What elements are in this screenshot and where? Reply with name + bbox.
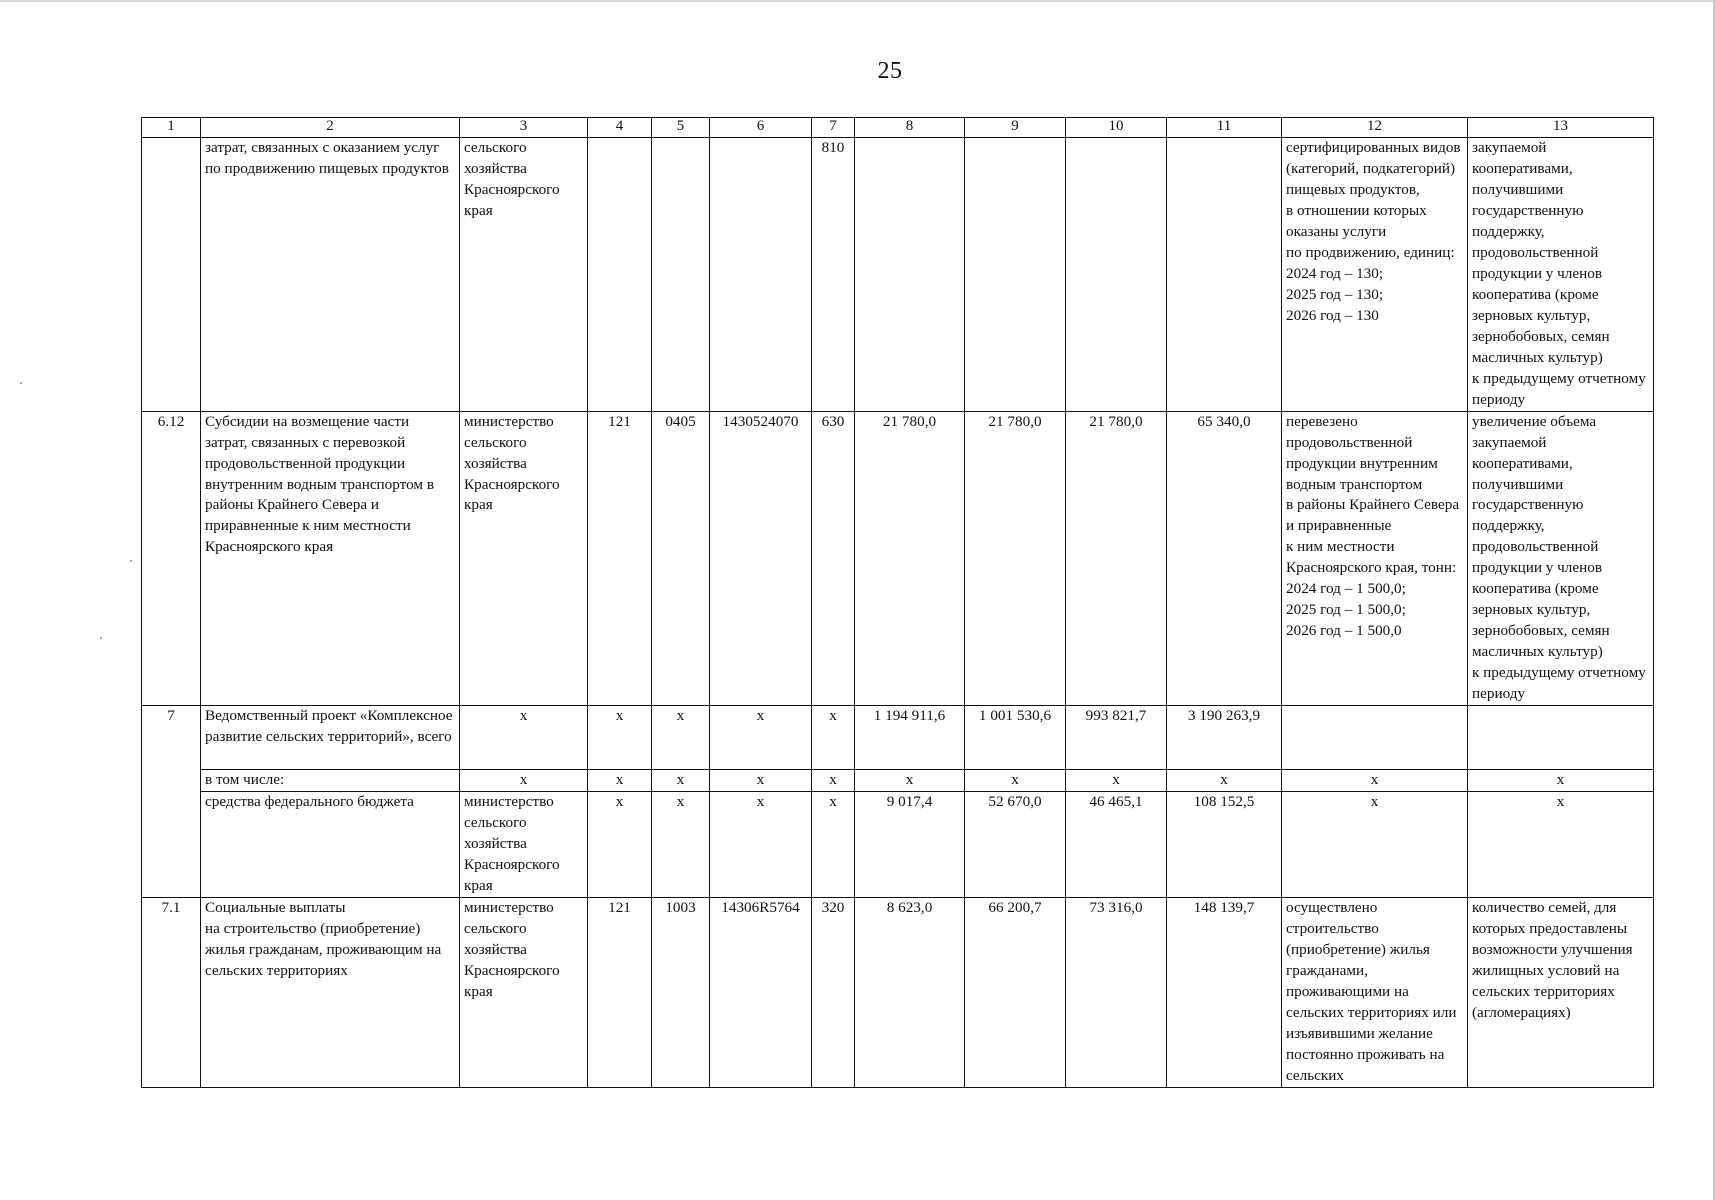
- cell-total: 108 152,5: [1167, 792, 1282, 898]
- cell-executor: сельского хозяйства Красноярского края: [460, 138, 588, 412]
- col-header-10: 10: [1066, 118, 1167, 138]
- col-header-6: 6: [710, 118, 812, 138]
- cell-name: Субсидии на возмещение части затрат, связанных с перевозкой продовольственной продукции внутренним водным транспортом в районы Крайнего Севера и приравненные к ним местности Красноярского края: [201, 411, 460, 706]
- cell-grbs: х: [588, 706, 652, 770]
- cell-name: в том числе:: [201, 770, 460, 792]
- cell-number: 6.12: [142, 411, 201, 706]
- cell-indicator: [1468, 706, 1654, 770]
- cell-rzpr: х: [652, 706, 710, 770]
- cell-grbs: х: [588, 792, 652, 898]
- cell-rzpr: х: [652, 770, 710, 792]
- cell-csr: [710, 138, 812, 412]
- cell-total: [1167, 138, 1282, 412]
- cell-2026: 21 780,0: [1066, 411, 1167, 706]
- cell-indicator: х: [1468, 792, 1654, 898]
- cell-2026: [1066, 138, 1167, 412]
- col-header-11: 11: [1167, 118, 1282, 138]
- cell-result: сертифицированных видов (категорий, подкатегорий) пищевых продуктов, в отношении которых оказаны услуги по продвижению, единиц: 2024 год – 130; 2025 год – 130; 2026 год – 130: [1282, 138, 1468, 412]
- cell-result: перевезено продовольственной продукции внутренним водным транспортом в районы Крайнего Севера и приравненные к ним местности Красноярского края, тонн: 2024 год – 1 500,0; 2025 год – 1 500,0; 2026 год – 1 500,0: [1282, 411, 1468, 706]
- cell-2025: [965, 138, 1066, 412]
- col-header-3: 3: [460, 118, 588, 138]
- cell-2025: х: [965, 770, 1066, 792]
- cell-name: средства федерального бюджета: [201, 792, 460, 898]
- header-row: [142, 118, 1654, 138]
- cell-grbs: [588, 138, 652, 412]
- col-header-13: 13: [1468, 118, 1654, 138]
- cell-indicator: увеличение объема закупаемой кооперативами, получившими государственную поддержку, продовольственной продукции у членов кооператива (кроме зерновых культур, зернобобовых, семян масличных культур) к предыдущему отчетному периоду: [1468, 411, 1654, 706]
- cell-vr: х: [812, 770, 855, 792]
- cell-number: 7.1: [142, 897, 201, 1087]
- col-header-7: 7: [812, 118, 855, 138]
- cell-name: Ведомственный проект «Комплексное развитие сельских территорий», всего: [201, 706, 460, 770]
- cell-grbs: 121: [588, 897, 652, 1087]
- scan-speck: [100, 637, 102, 639]
- cell-executor: х: [460, 770, 588, 792]
- cell-executor: министерство сельского хозяйства Красноярского края: [460, 897, 588, 1087]
- table-row: [142, 897, 1654, 1087]
- cell-vr: х: [812, 792, 855, 898]
- cell-executor: х: [460, 706, 588, 770]
- cell-2026: х: [1066, 770, 1167, 792]
- table-row: [142, 138, 1654, 412]
- cell-number: 7: [142, 706, 201, 898]
- program-table: [141, 117, 1654, 1088]
- cell-rzpr: х: [652, 792, 710, 898]
- col-header-12: 12: [1282, 118, 1468, 138]
- cell-2025: 66 200,7: [965, 897, 1066, 1087]
- cell-vr: 810: [812, 138, 855, 412]
- col-header-2: 2: [201, 118, 460, 138]
- cell-total: 148 139,7: [1167, 897, 1282, 1087]
- cell-indicator: закупаемой кооперативами, получившими государственную поддержку, продовольственной продукции у членов кооператива (кроме зерновых культур, зернобобовых, семян масличных культур) к предыдущему отчетному периоду: [1468, 138, 1654, 412]
- cell-2025: 52 670,0: [965, 792, 1066, 898]
- cell-name: Социальные выплаты на строительство (приобретение) жилья гражданам, проживающим на сельских территориях: [201, 897, 460, 1087]
- cell-total: 3 190 263,9: [1167, 706, 1282, 770]
- cell-grbs: х: [588, 770, 652, 792]
- cell-vr: 630: [812, 411, 855, 706]
- col-header-9: 9: [965, 118, 1066, 138]
- scan-top-edge: [0, 0, 1715, 2]
- cell-indicator: количество семей, для которых предоставлены возможности улучшения жилищных условий на сельских территориях (агломерациях): [1468, 897, 1654, 1087]
- cell-number: [142, 138, 201, 412]
- cell-2024: [855, 138, 965, 412]
- cell-2026: 993 821,7: [1066, 706, 1167, 770]
- cell-2024: 1 194 911,6: [855, 706, 965, 770]
- cell-2024: 8 623,0: [855, 897, 965, 1087]
- cell-2025: 21 780,0: [965, 411, 1066, 706]
- cell-csr: х: [710, 706, 812, 770]
- cell-rzpr: [652, 138, 710, 412]
- cell-result: х: [1282, 792, 1468, 898]
- table-row: [142, 792, 1654, 898]
- col-header-8: 8: [855, 118, 965, 138]
- cell-grbs: 121: [588, 411, 652, 706]
- cell-2024: 21 780,0: [855, 411, 965, 706]
- cell-csr: х: [710, 792, 812, 898]
- col-header-4: 4: [588, 118, 652, 138]
- cell-rzpr: 1003: [652, 897, 710, 1087]
- cell-csr: 14306R5764: [710, 897, 812, 1087]
- cell-2026: 73 316,0: [1066, 897, 1167, 1087]
- cell-csr: 1430524070: [710, 411, 812, 706]
- cell-total: х: [1167, 770, 1282, 792]
- cell-result: осуществлено строительство (приобретение) жилья гражданами, проживающими на сельских территориях или изъявившими желание постоянно проживать на сельских: [1282, 897, 1468, 1087]
- cell-vr: 320: [812, 897, 855, 1087]
- cell-2026: 46 465,1: [1066, 792, 1167, 898]
- cell-result: х: [1282, 770, 1468, 792]
- cell-indicator: х: [1468, 770, 1654, 792]
- cell-rzpr: 0405: [652, 411, 710, 706]
- cell-vr: х: [812, 706, 855, 770]
- cell-result: [1282, 706, 1468, 770]
- cell-csr: х: [710, 770, 812, 792]
- cell-executor: министерство сельского хозяйства Красноярского края: [460, 792, 588, 898]
- page-number: 25: [877, 58, 903, 84]
- table-row: [142, 411, 1654, 706]
- col-header-5: 5: [652, 118, 710, 138]
- table-row: [142, 770, 1654, 792]
- col-header-1: 1: [142, 118, 201, 138]
- cell-2025: 1 001 530,6: [965, 706, 1066, 770]
- cell-total: 65 340,0: [1167, 411, 1282, 706]
- cell-executor: министерство сельского хозяйства Красноярского края: [460, 411, 588, 706]
- table-row: [142, 706, 1654, 770]
- cell-2024: х: [855, 770, 965, 792]
- scan-speck: [130, 560, 132, 562]
- scan-speck: [20, 382, 22, 384]
- cell-name: затрат, связанных с оказанием услуг по продвижению пищевых продуктов: [201, 138, 460, 412]
- cell-2024: 9 017,4: [855, 792, 965, 898]
